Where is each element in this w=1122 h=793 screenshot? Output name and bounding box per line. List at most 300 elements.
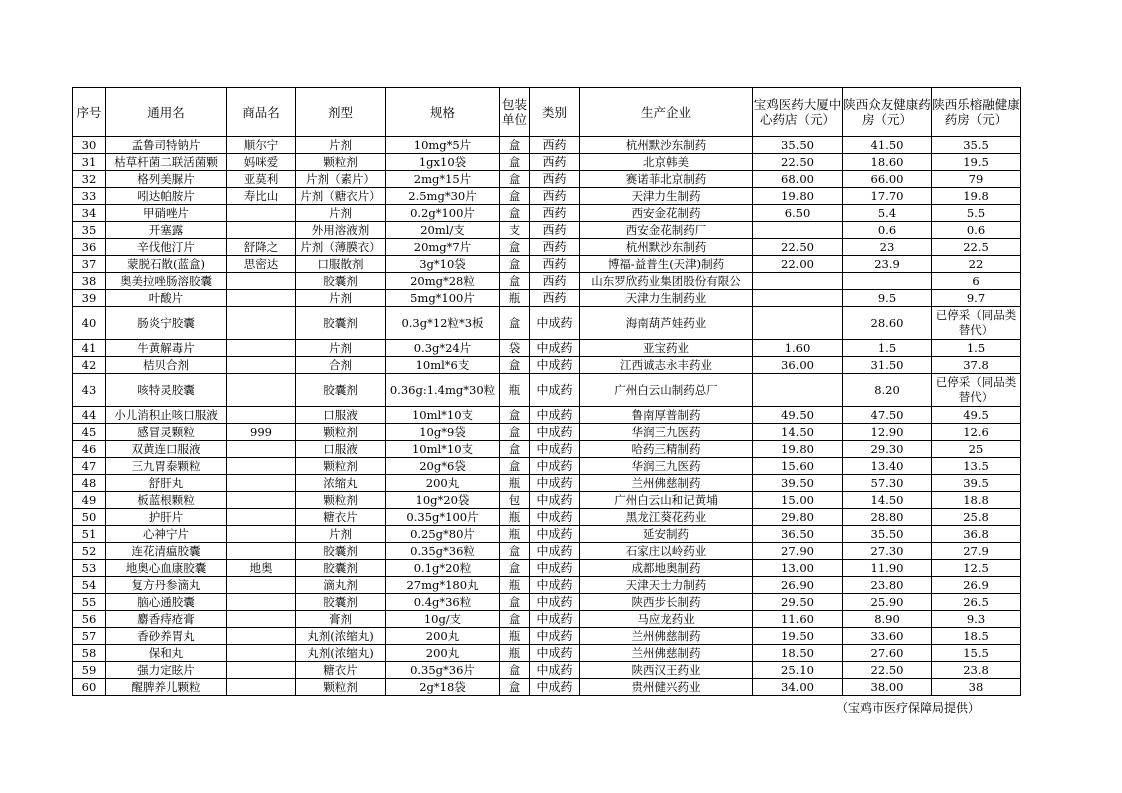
cell-no: 58 [73,645,106,662]
cell-price-pharmacy-b: 33.60 [843,628,932,645]
cell-generic-name: 蒙脱石散(蓝盒) [106,256,227,273]
cell-specification: 2mg*15片 [386,171,500,188]
cell-brand-name [227,611,296,628]
cell-price-pharmacy-b: 38.00 [843,679,932,696]
cell-price-pharmacy-a: 11.60 [753,611,843,628]
cell-category: 西药 [530,239,580,256]
cell-dosage-form: 膏剂 [296,611,386,628]
cell-generic-name: 香砂养胃丸 [106,628,227,645]
cell-brand-name [227,475,296,492]
cell-category: 西药 [530,290,580,307]
cell-no: 30 [73,137,106,154]
cell-manufacturer: 陕西步长制药 [580,594,753,611]
cell-price-pharmacy-a: 19.80 [753,441,843,458]
header-specification: 规格 [386,88,500,137]
cell-price-pharmacy-a: 36.50 [753,526,843,543]
cell-specification: 0.35g*36片 [386,662,500,679]
cell-price-pharmacy-b: 0.6 [843,222,932,239]
cell-brand-name [227,628,296,645]
cell-price-pharmacy-a [753,290,843,307]
cell-price-pharmacy-a: 27.90 [753,543,843,560]
cell-dosage-form: 片剂 [296,526,386,543]
cell-specification: 3g*10袋 [386,256,500,273]
table-row [73,560,1021,577]
cell-specification: 20mg*7片 [386,239,500,256]
cell-manufacturer: 天津天士力制药 [580,577,753,594]
header-generic-name: 通用名 [106,88,227,137]
cell-specification: 20g*6袋 [386,458,500,475]
cell-generic-name: 复方丹参滴丸 [106,577,227,594]
cell-generic-name: 甲硝唑片 [106,205,227,222]
cell-category: 中成药 [530,645,580,662]
cell-no: 45 [73,424,106,441]
cell-no: 40 [73,307,106,340]
cell-price-pharmacy-b: 57.30 [843,475,932,492]
table-row [73,645,1021,662]
cell-specification: 0.1g*20粒 [386,560,500,577]
cell-price-pharmacy-c: 18.5 [932,628,1021,645]
cell-brand-name [227,645,296,662]
cell-price-pharmacy-a: 35.50 [753,137,843,154]
cell-manufacturer: 石家庄以岭药业 [580,543,753,560]
header-price-pharmacy-b: 陕西众友健康药房（元） [843,88,932,137]
cell-price-pharmacy-c: 35.5 [932,137,1021,154]
cell-generic-name: 醒脾养儿颗粒 [106,679,227,696]
cell-category: 西药 [530,137,580,154]
cell-price-pharmacy-c: 15.5 [932,645,1021,662]
cell-generic-name: 舒肝丸 [106,475,227,492]
cell-dosage-form: 滴丸剂 [296,577,386,594]
cell-brand-name: 地奥 [227,560,296,577]
cell-no: 46 [73,441,106,458]
cell-package-unit: 盒 [500,256,530,273]
cell-package-unit: 盒 [500,188,530,205]
table-row [73,441,1021,458]
cell-price-pharmacy-c: 5.5 [932,205,1021,222]
table-row [73,509,1021,526]
table-row [73,543,1021,560]
cell-price-pharmacy-a: 68.00 [753,171,843,188]
cell-specification: 1gx10袋 [386,154,500,171]
cell-brand-name [227,679,296,696]
cell-no: 34 [73,205,106,222]
cell-no: 33 [73,188,106,205]
cell-price-pharmacy-c: 18.8 [932,492,1021,509]
cell-category: 中成药 [530,424,580,441]
cell-package-unit: 盒 [500,273,530,290]
cell-specification: 0.25g*80片 [386,526,500,543]
cell-generic-name: 连花清瘟胶囊 [106,543,227,560]
cell-package-unit: 盒 [500,594,530,611]
cell-price-pharmacy-a: 22.00 [753,256,843,273]
cell-price-pharmacy-b: 23.9 [843,256,932,273]
cell-price-pharmacy-c: 1.5 [932,340,1021,357]
cell-no: 41 [73,340,106,357]
cell-dosage-form: 片剂 [296,205,386,222]
cell-category: 西药 [530,273,580,290]
cell-no: 43 [73,374,106,407]
table-row [73,188,1021,205]
cell-manufacturer: 杭州默沙东制药 [580,137,753,154]
cell-price-pharmacy-a: 29.80 [753,509,843,526]
header-no: 序号 [73,88,106,137]
cell-no: 37 [73,256,106,273]
cell-brand-name: 妈咪爱 [227,154,296,171]
cell-specification: 10ml*10支 [386,407,500,424]
cell-dosage-form: 口服液 [296,441,386,458]
cell-no: 44 [73,407,106,424]
cell-dosage-form: 胶囊剂 [296,560,386,577]
table-row [73,407,1021,424]
cell-no: 60 [73,679,106,696]
cell-category: 中成药 [530,340,580,357]
cell-manufacturer: 赛诺菲北京制药 [580,171,753,188]
cell-manufacturer: 兰州佛慈制药 [580,628,753,645]
cell-dosage-form: 胶囊剂 [296,374,386,407]
table-row [73,256,1021,273]
cell-dosage-form: 胶囊剂 [296,307,386,340]
cell-brand-name [227,526,296,543]
cell-specification: 2g*18袋 [386,679,500,696]
cell-package-unit: 瓶 [500,290,530,307]
cell-category: 中成药 [530,526,580,543]
cell-generic-name: 辛伐他汀片 [106,239,227,256]
cell-specification: 2.5mg*30片 [386,188,500,205]
cell-specification: 10ml*10支 [386,441,500,458]
cell-no: 51 [73,526,106,543]
cell-price-pharmacy-b: 27.60 [843,645,932,662]
cell-package-unit: 瓶 [500,628,530,645]
cell-category: 西药 [530,171,580,188]
cell-generic-name: 咳特灵胶囊 [106,374,227,407]
cell-price-pharmacy-b: 8.20 [843,374,932,407]
cell-price-pharmacy-c: 23.8 [932,662,1021,679]
cell-no: 39 [73,290,106,307]
cell-specification: 10ml*6支 [386,357,500,374]
cell-dosage-form: 颗粒剂 [296,458,386,475]
cell-price-pharmacy-b: 29.30 [843,441,932,458]
cell-specification: 10mg*5片 [386,137,500,154]
cell-category: 中成药 [530,407,580,424]
cell-price-pharmacy-a: 15.60 [753,458,843,475]
cell-price-pharmacy-a: 22.50 [753,154,843,171]
cell-price-pharmacy-b: 66.00 [843,171,932,188]
cell-generic-name: 护肝片 [106,509,227,526]
cell-generic-name: 麝香痔疮膏 [106,611,227,628]
cell-category: 中成药 [530,679,580,696]
cell-no: 42 [73,357,106,374]
cell-price-pharmacy-c: 0.6 [932,222,1021,239]
cell-price-pharmacy-c: 已停采（同品类替代） [932,374,1021,407]
cell-price-pharmacy-c: 39.5 [932,475,1021,492]
cell-price-pharmacy-a: 18.50 [753,645,843,662]
cell-manufacturer: 黑龙江葵花药业 [580,509,753,526]
cell-price-pharmacy-b: 41.50 [843,137,932,154]
cell-brand-name [227,662,296,679]
price-table-container [72,87,1021,696]
cell-dosage-form: 合剂 [296,357,386,374]
cell-generic-name: 保和丸 [106,645,227,662]
cell-no: 52 [73,543,106,560]
cell-dosage-form: 片剂（薄膜衣） [296,239,386,256]
cell-specification: 10g/支 [386,611,500,628]
cell-price-pharmacy-a [753,374,843,407]
cell-price-pharmacy-a: 19.80 [753,188,843,205]
cell-price-pharmacy-b: 23 [843,239,932,256]
table-row [73,239,1021,256]
cell-category: 中成药 [530,475,580,492]
cell-price-pharmacy-a: 39.50 [753,475,843,492]
cell-category: 中成药 [530,509,580,526]
cell-manufacturer: 华润三九医药 [580,458,753,475]
cell-generic-name: 叶酸片 [106,290,227,307]
cell-no: 32 [73,171,106,188]
cell-price-pharmacy-b: 17.70 [843,188,932,205]
cell-no: 57 [73,628,106,645]
header-price-pharmacy-c: 陕西乐榕融健康药房（元） [932,88,1021,137]
cell-generic-name: 桔贝合剂 [106,357,227,374]
cell-no: 38 [73,273,106,290]
cell-generic-name: 枯草杆菌二联活菌颗 [106,154,227,171]
cell-price-pharmacy-c: 25.8 [932,509,1021,526]
table-body [73,137,1021,696]
cell-price-pharmacy-c: 37.8 [932,357,1021,374]
table-row [73,458,1021,475]
cell-package-unit: 盒 [500,171,530,188]
cell-manufacturer: 西安金花制药 [580,205,753,222]
cell-no: 35 [73,222,106,239]
cell-dosage-form: 糖衣片 [296,509,386,526]
cell-dosage-form: 颗粒剂 [296,424,386,441]
cell-brand-name [227,441,296,458]
cell-brand-name [227,290,296,307]
cell-dosage-form: 颗粒剂 [296,492,386,509]
cell-price-pharmacy-b: 25.90 [843,594,932,611]
cell-generic-name: 肠炎宁胶囊 [106,307,227,340]
cell-no: 50 [73,509,106,526]
cell-dosage-form: 丸剂(浓缩丸) [296,628,386,645]
cell-price-pharmacy-c: 38 [932,679,1021,696]
cell-no: 48 [73,475,106,492]
cell-package-unit: 盒 [500,424,530,441]
cell-manufacturer: 天津力生制药业 [580,290,753,307]
cell-generic-name: 孟鲁司特钠片 [106,137,227,154]
drug-price-table [72,87,1021,696]
cell-generic-name: 双黄连口服液 [106,441,227,458]
cell-category: 西药 [530,256,580,273]
cell-price-pharmacy-a: 36.00 [753,357,843,374]
cell-price-pharmacy-c: 9.3 [932,611,1021,628]
cell-specification: 0.35g*36粒 [386,543,500,560]
cell-price-pharmacy-a: 34.00 [753,679,843,696]
cell-price-pharmacy-c: 6 [932,273,1021,290]
cell-brand-name: 寿比山 [227,188,296,205]
cell-price-pharmacy-c: 12.6 [932,424,1021,441]
cell-dosage-form: 片剂（糖衣片） [296,188,386,205]
cell-specification: 27mg*180丸 [386,577,500,594]
table-row [73,137,1021,154]
cell-brand-name [227,509,296,526]
cell-price-pharmacy-a: 1.60 [753,340,843,357]
header-dosage-form: 剂型 [296,88,386,137]
header-manufacturer: 生产企业 [580,88,753,137]
cell-brand-name [227,222,296,239]
header-brand-name: 商品名 [227,88,296,137]
table-row [73,205,1021,222]
cell-manufacturer: 成都地奥制药 [580,560,753,577]
cell-brand-name [227,577,296,594]
cell-brand-name: 舒降之 [227,239,296,256]
table-row [73,679,1021,696]
cell-category: 中成药 [530,543,580,560]
cell-price-pharmacy-a: 49.50 [753,407,843,424]
cell-price-pharmacy-b: 12.90 [843,424,932,441]
cell-price-pharmacy-b: 8.90 [843,611,932,628]
cell-price-pharmacy-a [753,273,843,290]
cell-price-pharmacy-c: 79 [932,171,1021,188]
cell-manufacturer: 马应龙药业 [580,611,753,628]
table-row [73,171,1021,188]
cell-generic-name: 脑心通胶囊 [106,594,227,611]
cell-price-pharmacy-c: 已停采（同品类替代） [932,307,1021,340]
cell-brand-name [227,594,296,611]
cell-package-unit: 支 [500,222,530,239]
cell-specification: 0.35g*100片 [386,509,500,526]
cell-manufacturer: 兰州佛慈制药 [580,645,753,662]
cell-dosage-form: 外用溶液剂 [296,222,386,239]
cell-price-pharmacy-c: 26.9 [932,577,1021,594]
cell-price-pharmacy-b: 1.5 [843,340,932,357]
cell-manufacturer: 天津力生制药 [580,188,753,205]
cell-price-pharmacy-b: 23.80 [843,577,932,594]
cell-price-pharmacy-b: 13.40 [843,458,932,475]
cell-dosage-form: 颗粒剂 [296,679,386,696]
table-row [73,374,1021,407]
cell-package-unit: 包 [500,492,530,509]
cell-brand-name [227,307,296,340]
cell-category: 中成药 [530,441,580,458]
cell-price-pharmacy-b [843,273,932,290]
cell-manufacturer: 海南葫芦娃药业 [580,307,753,340]
cell-category: 中成药 [530,594,580,611]
cell-dosage-form: 片剂（素片） [296,171,386,188]
cell-price-pharmacy-a: 26.90 [753,577,843,594]
table-row [73,628,1021,645]
cell-price-pharmacy-b: 47.50 [843,407,932,424]
cell-price-pharmacy-b: 22.50 [843,662,932,679]
cell-dosage-form: 胶囊剂 [296,594,386,611]
cell-package-unit: 盒 [500,458,530,475]
cell-specification: 200丸 [386,475,500,492]
cell-category: 中成药 [530,357,580,374]
cell-brand-name: 999 [227,424,296,441]
cell-price-pharmacy-a: 22.50 [753,239,843,256]
cell-category: 中成药 [530,560,580,577]
cell-generic-name: 吲达帕胺片 [106,188,227,205]
cell-category: 西药 [530,205,580,222]
cell-price-pharmacy-c: 19.5 [932,154,1021,171]
cell-generic-name: 心神宁片 [106,526,227,543]
cell-manufacturer: 北京韩美 [580,154,753,171]
cell-dosage-form: 丸剂(浓缩丸) [296,645,386,662]
cell-manufacturer: 亚宝药业 [580,340,753,357]
cell-category: 西药 [530,222,580,239]
cell-price-pharmacy-a: 14.50 [753,424,843,441]
cell-price-pharmacy-b: 5.4 [843,205,932,222]
cell-category: 中成药 [530,628,580,645]
cell-price-pharmacy-b: 11.90 [843,560,932,577]
table-row [73,290,1021,307]
cell-category: 中成药 [530,374,580,407]
cell-manufacturer: 华润三九医药 [580,424,753,441]
cell-no: 56 [73,611,106,628]
cell-dosage-form: 糖衣片 [296,662,386,679]
cell-specification: 0.4g*36粒 [386,594,500,611]
cell-package-unit: 盒 [500,611,530,628]
cell-price-pharmacy-c: 22 [932,256,1021,273]
cell-specification: 200丸 [386,628,500,645]
cell-specification: 10g*9袋 [386,424,500,441]
cell-package-unit: 盒 [500,357,530,374]
header-package-unit: 包装单位 [500,88,530,137]
cell-brand-name: 思密达 [227,256,296,273]
cell-dosage-form: 口服液 [296,407,386,424]
cell-manufacturer: 兰州佛慈制药 [580,475,753,492]
cell-dosage-form: 胶囊剂 [296,273,386,290]
cell-package-unit: 瓶 [500,645,530,662]
cell-dosage-form: 颗粒剂 [296,154,386,171]
cell-price-pharmacy-c: 19.8 [932,188,1021,205]
cell-price-pharmacy-c: 22.5 [932,239,1021,256]
cell-brand-name: 亚莫利 [227,171,296,188]
cell-no: 49 [73,492,106,509]
cell-specification: 0.3g*12粒*3板 [386,307,500,340]
cell-price-pharmacy-b: 18.60 [843,154,932,171]
table-row [73,424,1021,441]
cell-price-pharmacy-b: 28.80 [843,509,932,526]
cell-package-unit: 盒 [500,441,530,458]
cell-price-pharmacy-a: 15.00 [753,492,843,509]
cell-package-unit: 盒 [500,560,530,577]
cell-dosage-form: 片剂 [296,340,386,357]
header-row [73,88,1021,137]
cell-price-pharmacy-a: 19.50 [753,628,843,645]
cell-no: 36 [73,239,106,256]
cell-generic-name: 格列美脲片 [106,171,227,188]
cell-generic-name: 开塞露 [106,222,227,239]
cell-manufacturer: 博福-益普生(天津)制药 [580,256,753,273]
cell-dosage-form: 片剂 [296,290,386,307]
cell-category: 中成药 [530,577,580,594]
cell-specification: 10g*20袋 [386,492,500,509]
cell-price-pharmacy-a: 13.00 [753,560,843,577]
cell-package-unit: 瓶 [500,475,530,492]
cell-no: 31 [73,154,106,171]
header-price-pharmacy-a: 宝鸡医药大厦中心药店（元） [753,88,843,137]
header-category: 类别 [530,88,580,137]
cell-package-unit: 盒 [500,662,530,679]
cell-manufacturer: 贵州健兴药业 [580,679,753,696]
cell-price-pharmacy-c: 49.5 [932,407,1021,424]
cell-package-unit: 瓶 [500,509,530,526]
cell-price-pharmacy-a [753,307,843,340]
cell-brand-name [227,340,296,357]
cell-package-unit: 瓶 [500,374,530,407]
cell-brand-name [227,492,296,509]
cell-brand-name [227,407,296,424]
cell-price-pharmacy-c: 9.7 [932,290,1021,307]
cell-package-unit: 盒 [500,137,530,154]
